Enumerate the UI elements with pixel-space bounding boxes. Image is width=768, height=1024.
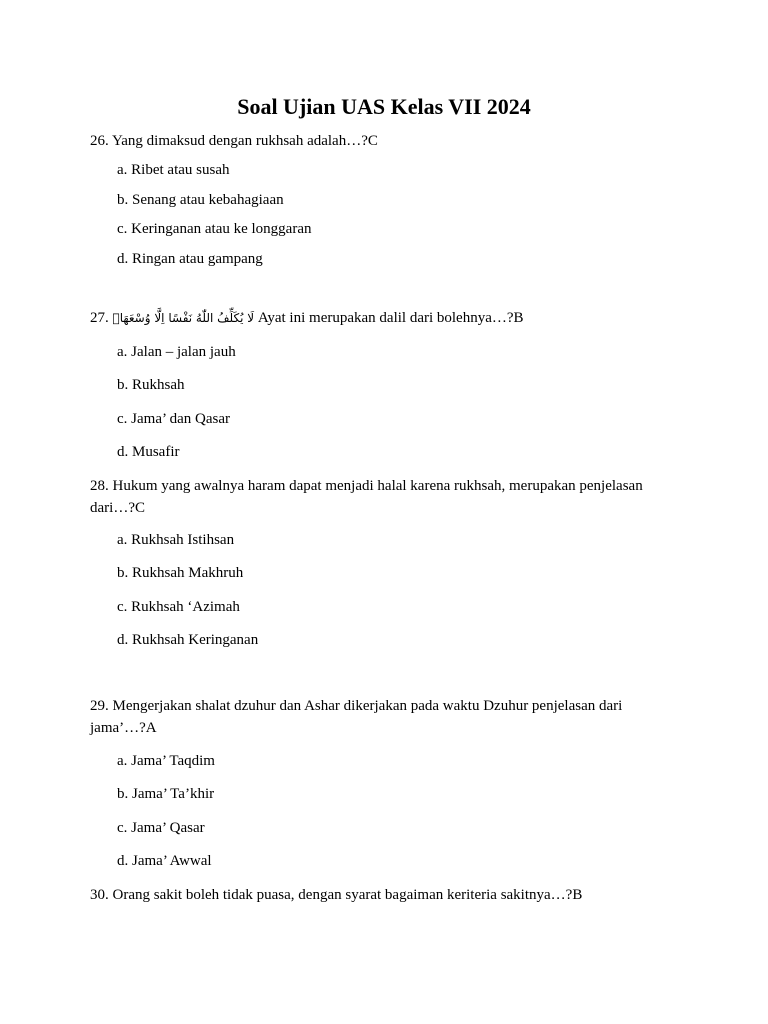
option-28c: c. Rukhsah ‘Azimah <box>117 599 240 615</box>
question-27-text: Ayat ini merupakan dalil dari bolehnya…?B <box>257 310 524 326</box>
option-29a: a. Jama’ Taqdim <box>117 753 215 769</box>
question-30: 30. Orang sakit boleh tidak puasa, dengan syarat bagaiman keriteria sakitnya…?B <box>90 887 583 903</box>
question-28: 28. Hukum yang awalnya haram dapat menjadi halal karena rukhsah, merupakan penjelasan dari…?C <box>90 478 643 516</box>
option-26b: b. Senang atau kebahagiaan <box>117 192 284 208</box>
option-29c: c. Jama’ Qasar <box>117 820 205 836</box>
option-27d: d. Musafir <box>117 444 180 460</box>
option-26a: a. Ribet atau susah <box>117 162 230 178</box>
question-29: 29. Mengerjakan shalat dzuhur dan Ashar dikerjakan pada waktu Dzuhur penjelasan dari jama’…?A <box>90 698 623 736</box>
question-27-number: 27. <box>90 310 109 326</box>
option-28b: b. Rukhsah Makhruh <box>117 565 244 581</box>
option-29d: d. Jama’ Awwal <box>117 853 212 869</box>
option-29b: b. Jama’ Ta’khir <box>117 786 215 802</box>
option-26c: c. Keringanan atau ke longgaran <box>117 221 312 237</box>
option-27a: a. Jalan – jalan jauh <box>117 344 236 360</box>
document-title: Soal Ujian UAS Kelas VII 2024 <box>237 94 531 119</box>
question-26: 26. Yang dimaksud dengan rukhsah adalah…?C <box>90 133 378 149</box>
question-27 <box>90 307 670 329</box>
option-28a: a. Rukhsah Istihsan <box>117 532 235 548</box>
option-27c: c. Jama’ dan Qasar <box>117 411 230 427</box>
option-27b: b. Rukhsah <box>117 377 185 393</box>
option-26d: d. Ringan atau gampang <box>117 251 263 267</box>
option-28d: d. Rukhsah Keringanan <box>117 632 259 648</box>
quran-verse: لَا يُكَلِّفُ اللّٰهُ نَفْسًا اِلَّا وُسْعَهَاۗ <box>112 311 255 325</box>
